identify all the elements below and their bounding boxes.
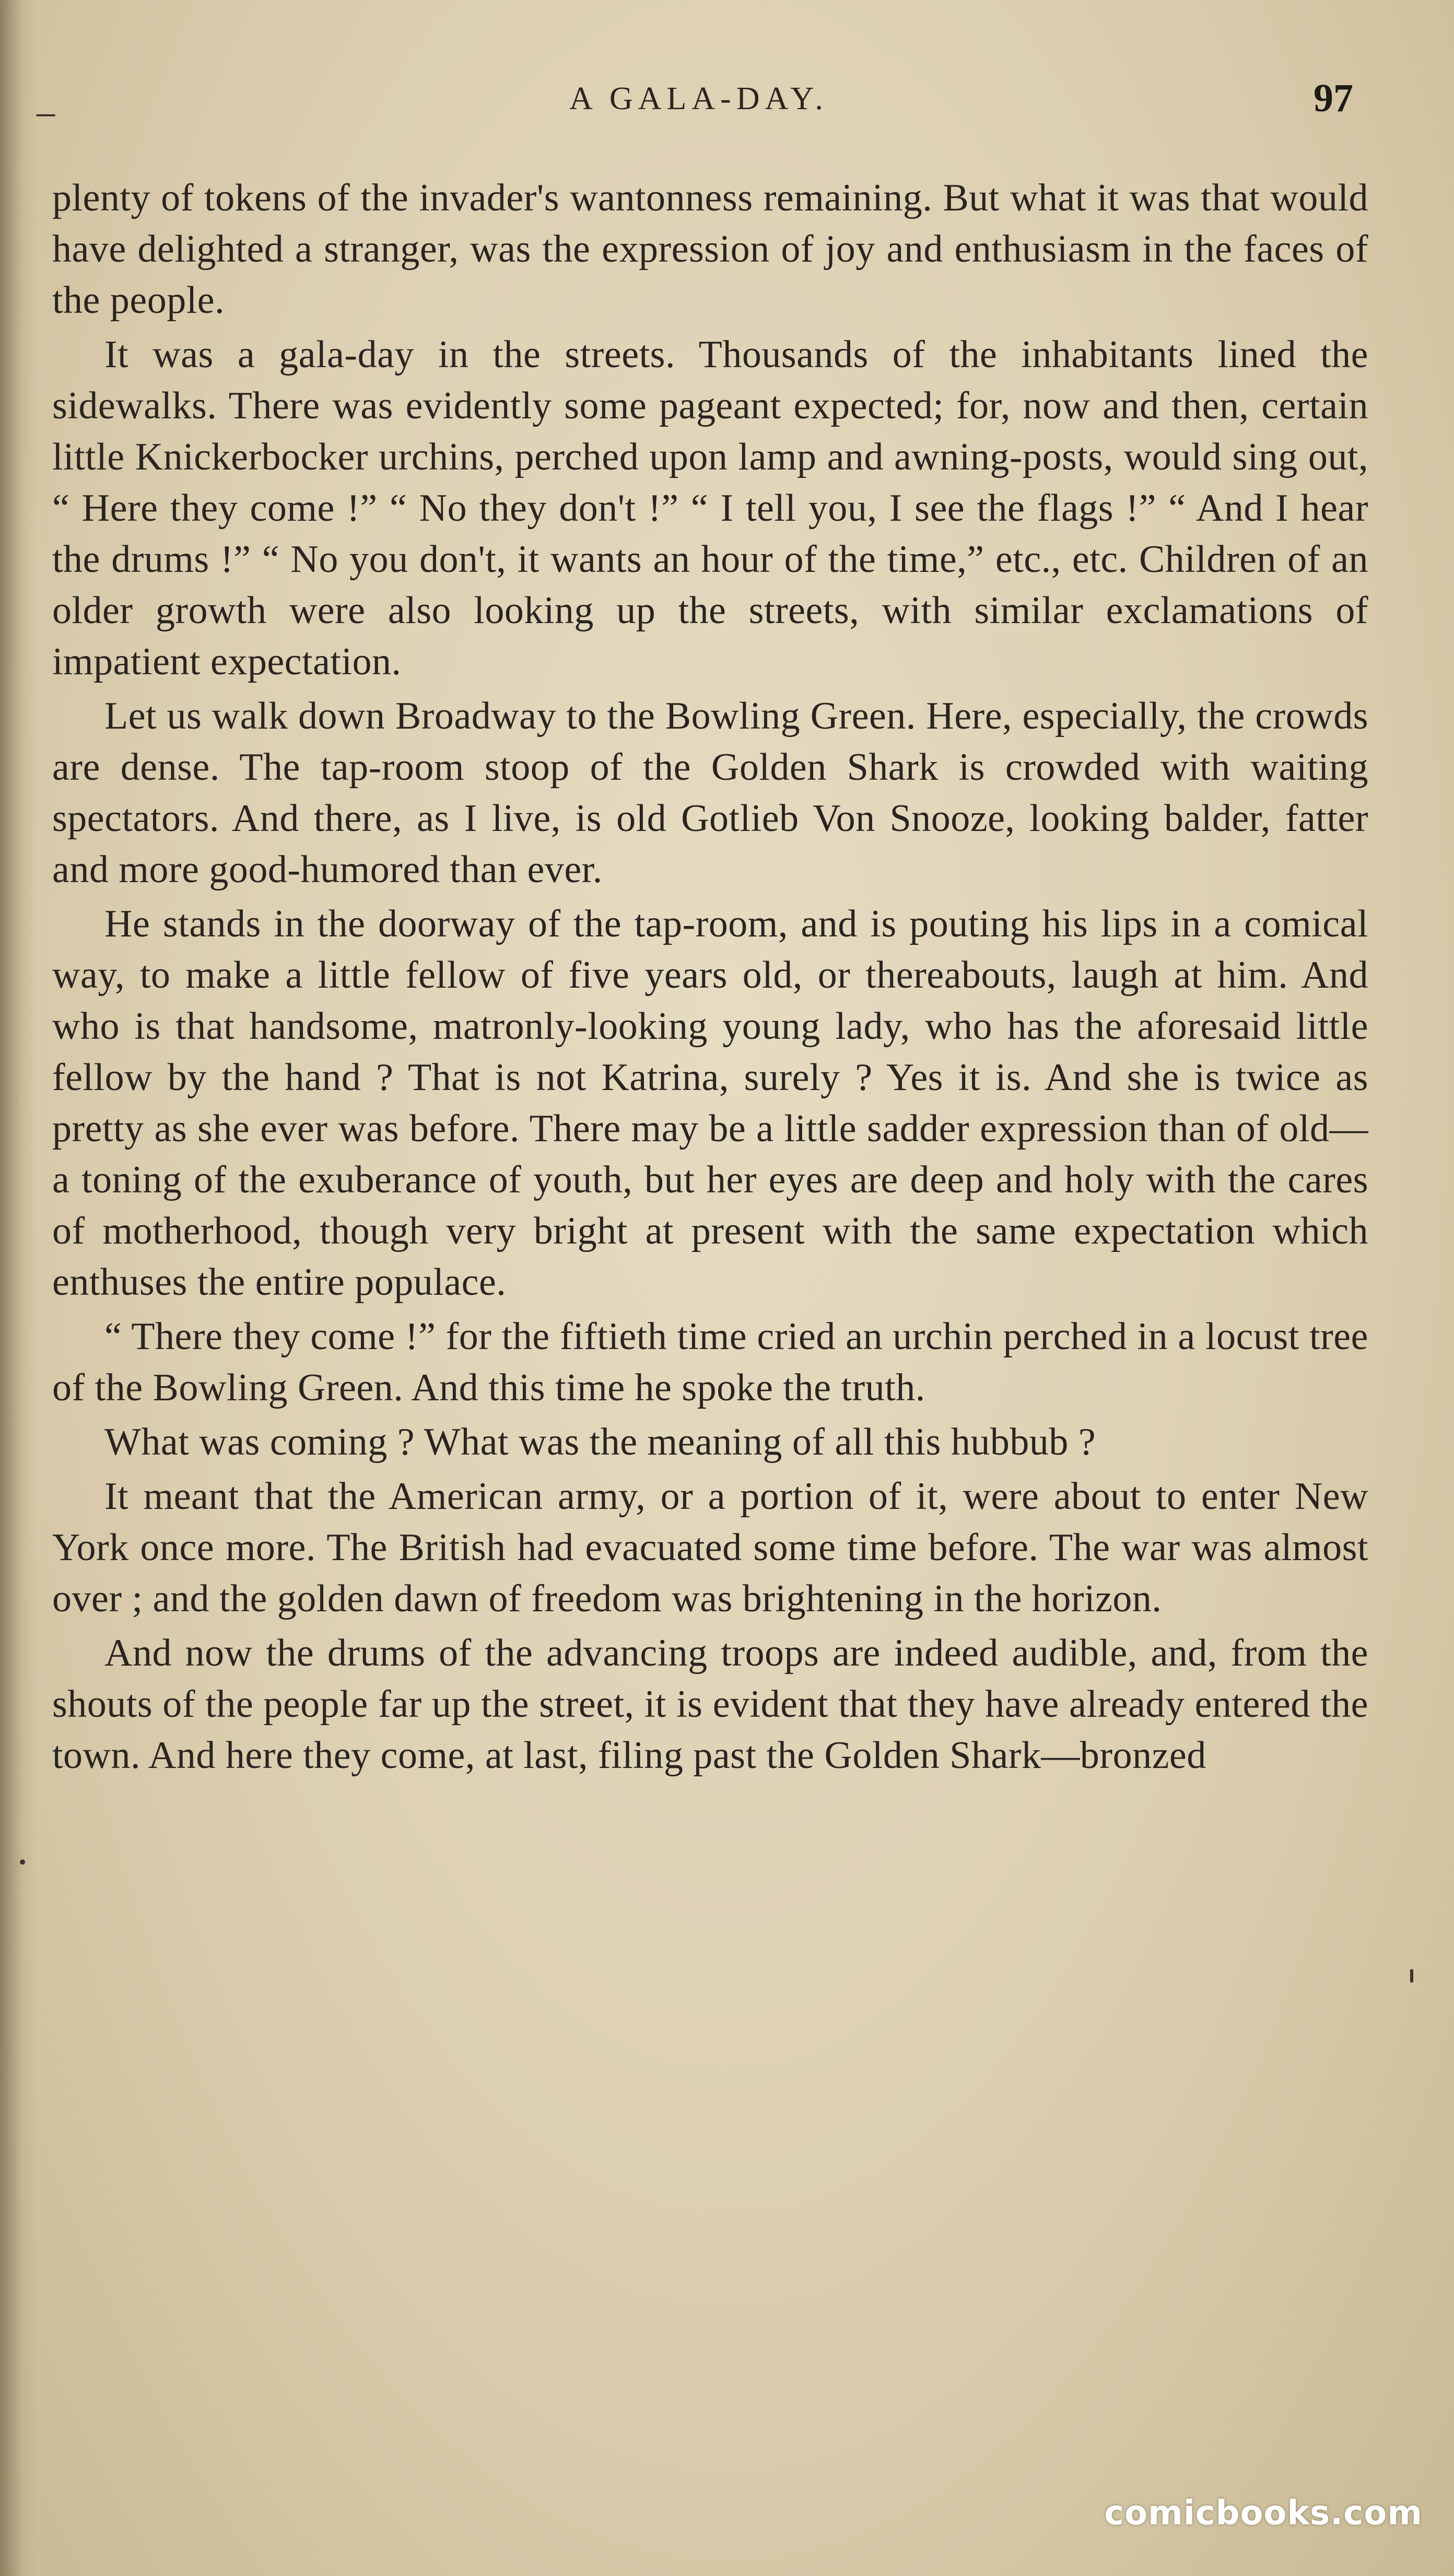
ink-speck [1410, 1969, 1413, 1983]
paragraph: What was coming ? What was the meaning of all this hubbub ? [104, 1421, 1096, 1463]
page-number: 97 [1314, 76, 1353, 120]
watermark: comicbooks.com [1104, 2494, 1423, 2533]
paragraph: He stands in the doorway of the tap-room, and is pouting his lips in a comical way, to make a little fellow of five years old, or thereabouts, laugh at him. And who is that handsome, matronly-looking young lady, who has the aforesaid little fellow by the hand ? That is not Katrina, surely ? Yes it is. And she is twice as pretty as she ever was before. There may be a little sadder expression than of old—a toning of the exuberance of youth, but her eyes are deep and holy with the cares of motherhood, though very bright at present with the same expectation which enthuses the entire populace. [52, 903, 1368, 1304]
binding-shadow [0, 0, 37, 2576]
running-head-title: A GALA-DAY. [569, 81, 828, 116]
paragraph: It meant that the American army, or a portion of it, were about to enter New York once more. The British had evacuated some time before. The war was almost over ; and the golden dawn of freedom was brightening in the horizon. [52, 1475, 1368, 1620]
running-head [0, 76, 1454, 132]
paragraph: And now the drums of the advancing troops are indeed audible, and, from the shouts of the people far up the street, it is evident that they have already entered the town. And here they come, at last, filing past the Golden Shark—bronzed [52, 1632, 1368, 1777]
body-text [52, 172, 1368, 1784]
ink-speck [20, 1859, 25, 1865]
running-head-dash: – [37, 92, 55, 132]
paragraph: Let us walk down Broadway to the Bowling Green. Here, especially, the crowds are dense. The tap-room stoop of the Golden Shark is crowded with waiting spectators. And there, as I live, is old Gotlieb Von Snooze, looking balder, fatter and more good-humored than ever. [52, 695, 1368, 891]
paragraph: It was a gala-day in the streets. Thousands of the inhabitants lined the sidewalks. There was evidently some pageant expected; for, now and then, certain little Knickerbocker urchins, perched upon lamp and awning-posts, would sing out, “ Here they come !” “ No they don't !” “ I tell you, I see the flags !” “ And I hear the drums !” “ No you don't, it wants an hour of the time,” etc., etc. Children of an older growth were also looking up the streets, with similar exclamations of impatient expectation. [52, 333, 1368, 683]
paragraph: “ There they come !” for the fiftieth time cried an urchin perched in a locust tree of the Bowling Green. And this time he spoke the truth. [52, 1315, 1368, 1409]
paragraph: plenty of tokens of the invader's wantonness remaining. But what it was that would have delighted a stranger, was the expression of joy and enthusiasm in the faces of the people. [52, 177, 1368, 322]
